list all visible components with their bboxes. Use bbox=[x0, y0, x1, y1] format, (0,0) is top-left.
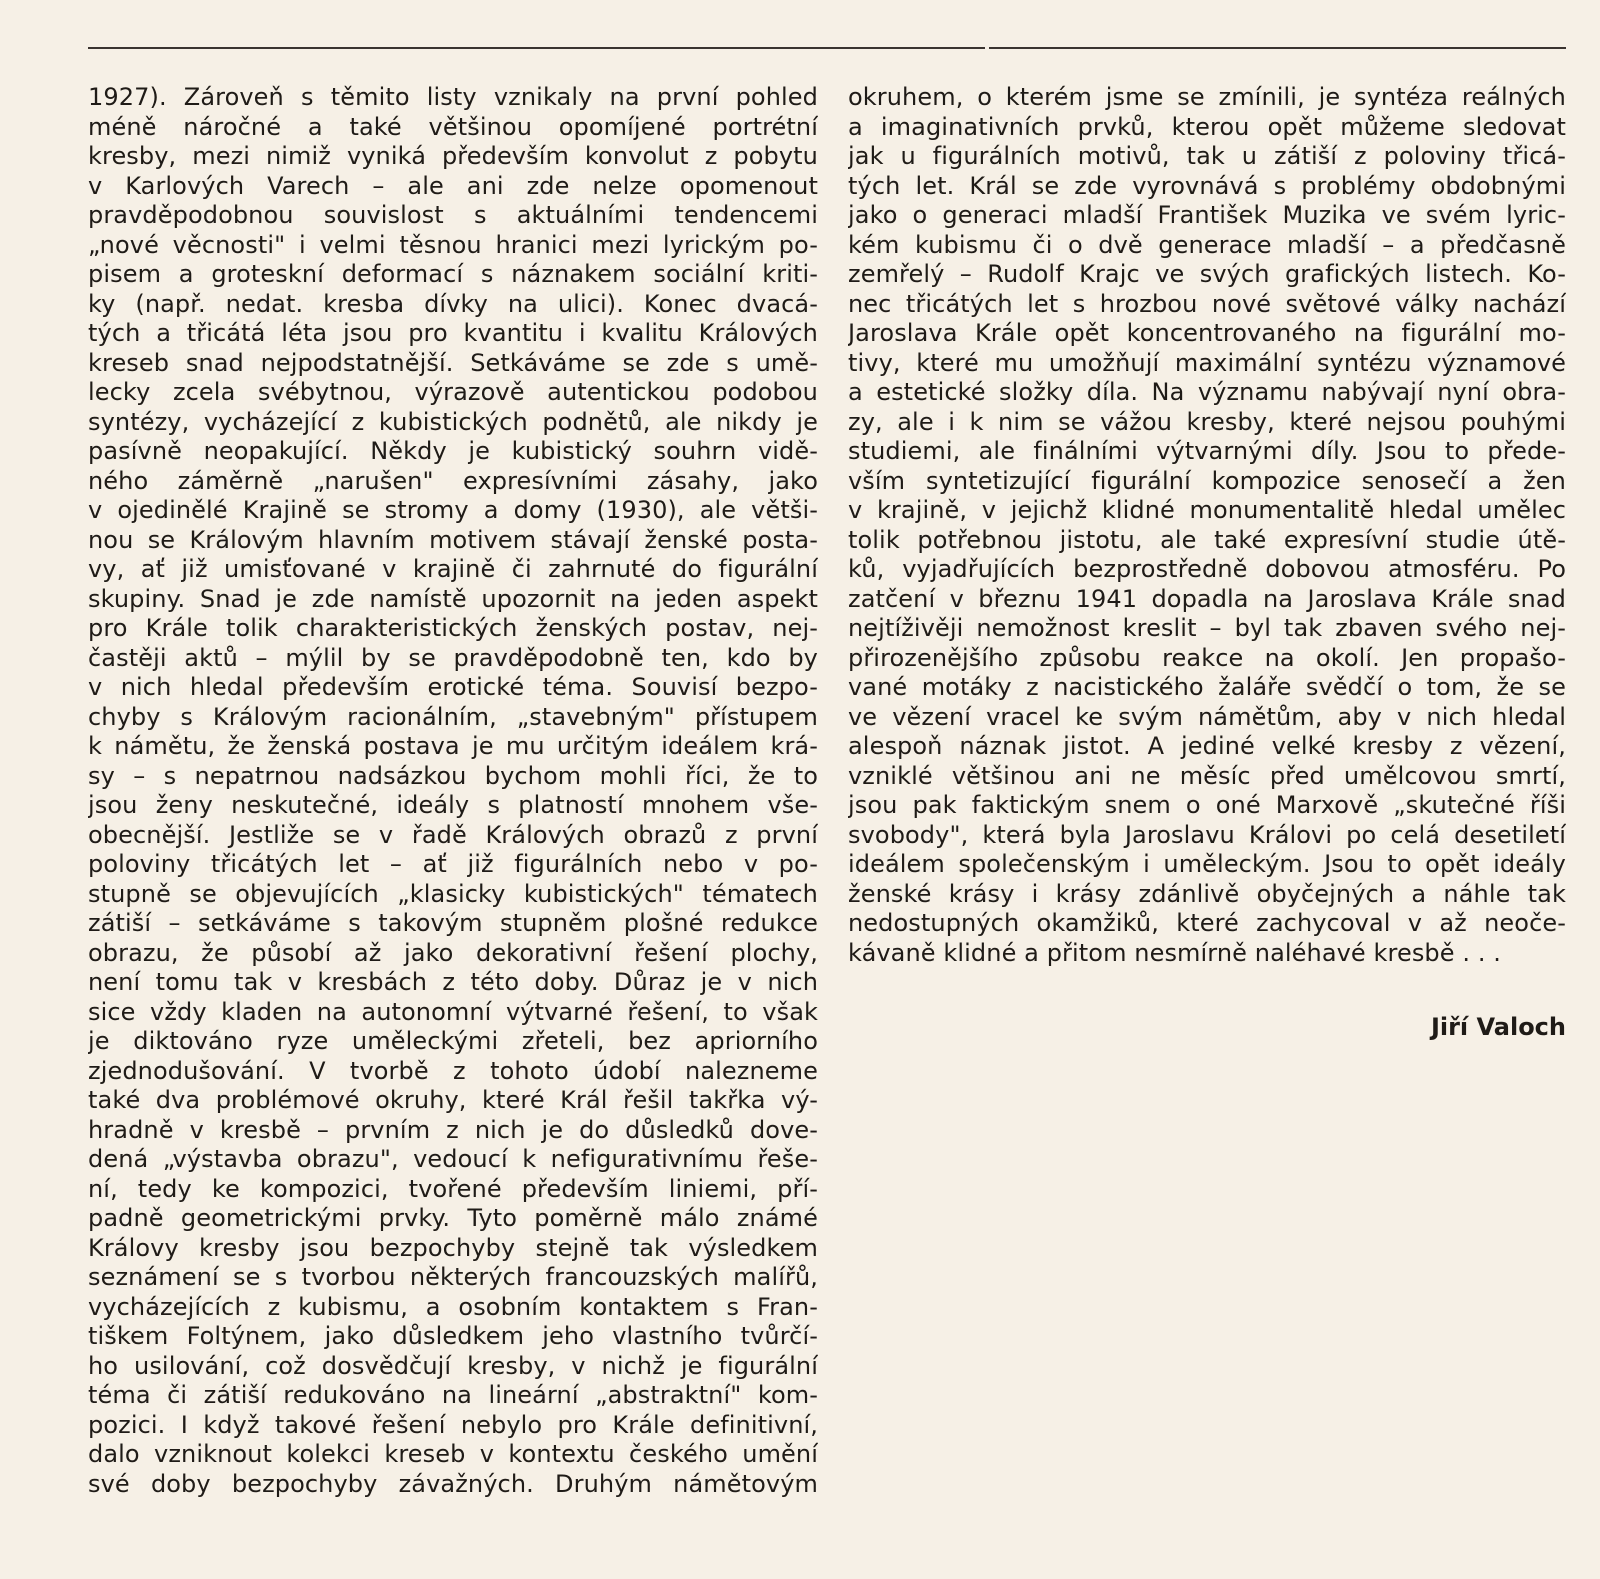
top-rule-right bbox=[989, 47, 1566, 49]
text-line: jako o generaci mladší František Muzika ve svém lyric- bbox=[848, 201, 1566, 229]
text-line: dalo vzniknout kolekci kreseb v kontextu českého umění bbox=[88, 1440, 818, 1468]
text-line: alespoň náznak jistot. A jediné velké kresby z vězení, bbox=[848, 732, 1566, 760]
text-line: zemřelý – Rudolf Krajc ve svých grafických listech. Ko- bbox=[848, 260, 1566, 288]
text-line: pro Krále tolik charakteristických ženských postav, nej- bbox=[88, 614, 818, 642]
text-line: studiemi, ale finálními výtvarnými díly. Jsou to přede- bbox=[848, 437, 1566, 465]
text-line: kém kubismu či o dvě generace mladší – a předčasně bbox=[848, 230, 1566, 259]
text-line: ky (např. nedat. kresba dívky na ulici). Konec dvacá- bbox=[88, 289, 818, 318]
text-line: tých let. Král se zde vyrovnává s problémy obdobnými bbox=[848, 171, 1566, 200]
text-line: jak u figurálních motivů, tak u zátiší z poloviny třicá- bbox=[848, 142, 1566, 170]
text-line: ků, vyjadřujících bezprostředně dobovou atmosféru. Po bbox=[848, 555, 1566, 583]
text-line: vším syntetizující figurální kompozice senosečí a žen bbox=[848, 466, 1566, 495]
top-rule-left bbox=[88, 47, 985, 49]
text-line: tivy, které mu umožňují maximální syntézu významové bbox=[848, 348, 1566, 377]
text-line: sice vždy kladen na autonomní výtvarné řešení, to však bbox=[88, 997, 818, 1026]
text-line: padně geometrickými prvky. Tyto poměrně málo známé bbox=[88, 1204, 818, 1232]
text-line: tých a třicátá léta jsou pro kvantitu i kvalitu Králových bbox=[88, 319, 818, 347]
text-line: ného záměrně „narušen" expresívními zásahy, jako bbox=[88, 466, 818, 495]
text-line: dená „výstavba obrazu", vedoucí k nefigurativnímu řeše- bbox=[88, 1145, 818, 1173]
text-line: nejtíživěji nemožnost kreslit – byl tak zbaven svého nej- bbox=[848, 614, 1566, 642]
text-line: méně náročné a také většinou opomíjené portrétní bbox=[88, 112, 818, 141]
text-line: v nich hledal především erotické téma. Souvisí bezpo- bbox=[88, 673, 818, 701]
text-line: ideálem společenským i uměleckým. Jsou to opět ideály bbox=[848, 850, 1566, 878]
text-line: vycházejících z kubismu, a osobním kontaktem s Fran- bbox=[88, 1292, 818, 1321]
text-line: hradně v kresbě – prvním z nich je do důsledků dove- bbox=[88, 1115, 818, 1144]
text-line: v krajině, v jejichž klidné monumentalitě hledal umělec bbox=[848, 496, 1566, 524]
text-line: poloviny třicátých let – ať již figurálních nebo v po- bbox=[88, 850, 818, 878]
text-line: skupiny. Snad je zde namístě upozornit na jeden aspekt bbox=[88, 584, 818, 613]
text-line: své doby bezpochyby závažných. Druhým námětovým bbox=[88, 1469, 818, 1498]
text-line: ženské krásy i krásy zdánlivě obyčejných a náhle tak bbox=[848, 879, 1566, 908]
text-line: Jaroslava Krále opět koncentrovaného na figurální mo- bbox=[848, 319, 1566, 347]
text-line: kreseb snad nejpodstatnější. Setkáváme se zde s umě- bbox=[88, 348, 818, 377]
text-line: zátiší – setkáváme s takovým stupněm plošné redukce bbox=[88, 909, 818, 937]
text-line: okruhem, o kterém jsme se zmínili, je syntéza reálných bbox=[848, 83, 1566, 111]
text-line: není tomu tak v kresbách z této doby. Důraz je v nich bbox=[88, 968, 818, 996]
text-line: sy – s nepatrnou nadsázkou bychom mohli říci, že to bbox=[88, 761, 818, 790]
text-line: ní, tedy ke kompozici, tvořené především liniemi, pří- bbox=[88, 1174, 818, 1203]
text-line: a estetické složky díla. Na významu nabývají nyní obra- bbox=[848, 378, 1566, 406]
text-line: seznámení se s tvorbou některých francouzských malířů, bbox=[88, 1263, 818, 1291]
text-line: přirozenějšího způsobu reakce na okolí. Jen propašo- bbox=[848, 643, 1566, 672]
text-line: pozici. I když takové řešení nebylo pro Krále definitivní, bbox=[88, 1410, 818, 1439]
text-line: také dva problémové okruhy, které Král řešil takřka vý- bbox=[88, 1086, 818, 1114]
text-line: syntézy, vycházející z kubistických podnětů, ale nikdy je bbox=[88, 407, 818, 436]
text-line: nou se Královým hlavním motivem stávají ženské posta- bbox=[88, 525, 818, 554]
text-line: v Karlových Varech – ale ani zde nelze opomenout bbox=[88, 171, 818, 200]
text-line: svobody", která byla Jaroslavu Královi po celá desetiletí bbox=[848, 820, 1566, 849]
text-line: pasívně neopakující. Někdy je kubistický souhrn vidě- bbox=[88, 437, 818, 465]
text-line: je diktováno ryze uměleckými zřeteli, bez apriorního bbox=[88, 1027, 818, 1055]
text-line: Královy kresby jsou bezpochyby stejně tak výsledkem bbox=[88, 1233, 818, 1262]
text-line: ho usilování, což dosvědčují kresby, v nichž je figurální bbox=[88, 1351, 818, 1380]
text-line: jsou ženy neskutečné, ideály s platností mnohem vše- bbox=[88, 791, 818, 819]
text-line: stupně se objevujících „klasicky kubistických" tématech bbox=[88, 879, 818, 908]
text-line: a imaginativních prvků, kterou opět můžeme sledovat bbox=[848, 112, 1566, 141]
text-line: zjednodušování. V tvorbě z tohoto údobí nalezneme bbox=[88, 1056, 818, 1085]
text-line: nec třicátých let s hrozbou nové světové války nachází bbox=[848, 289, 1566, 318]
text-line: pisem a groteskní deformací s náznakem sociální kriti- bbox=[88, 260, 818, 288]
text-line: 1927). Zároveň s těmito listy vznikaly na první pohled bbox=[88, 83, 818, 111]
text-line: kávaně klidné a přitom nesmírně naléhavé kresbě . . . bbox=[848, 938, 1502, 967]
article-column-right bbox=[848, 83, 1566, 968]
text-line: vané motáky z nacistického žaláře svědčí o tom, že se bbox=[848, 673, 1566, 701]
text-line: nedostupných okamžiků, které zachycoval v až neoče- bbox=[848, 909, 1566, 937]
text-line: vy, ať již umisťované v krajině či zahrnuté do figurální bbox=[88, 555, 818, 583]
text-line: lecky zcela svébytnou, výrazově autentickou podobou bbox=[88, 378, 818, 406]
text-line: zatčení v březnu 1941 dopadla na Jaroslava Krále snad bbox=[848, 584, 1566, 613]
text-line: obrazu, že působí až jako dekorativní řešení plochy, bbox=[88, 938, 818, 967]
text-line: kresby, mezi nimiž vyniká především konvolut z pobytu bbox=[88, 142, 818, 170]
text-line: jsou pak faktickým snem o oné Marxově „skutečné říši bbox=[848, 791, 1566, 819]
text-line: chyby s Královým racionálním, „stavebným" přístupem bbox=[88, 702, 818, 731]
article-column-left bbox=[88, 83, 818, 1499]
text-line: obecnější. Jestliže se v řadě Králových obrazů z první bbox=[88, 820, 818, 849]
text-line: téma či zátiší redukováno na lineární „abstraktní" kom- bbox=[88, 1381, 818, 1409]
text-line: tolik potřebnou jistotu, ale také expresívní studie útě- bbox=[848, 525, 1566, 554]
text-line: k námětu, že ženská postava je mu určitým ideálem krá- bbox=[88, 732, 818, 760]
text-line: tiškem Foltýnem, jako důsledkem jeho vlastního tvůrčí- bbox=[88, 1322, 818, 1350]
text-line: vzniklé většinou ani ne měsíc před umělcovou smrtí, bbox=[848, 761, 1566, 790]
text-line: pravděpodobnou souvislost s aktuálními tendencemi bbox=[88, 201, 818, 229]
text-line: zy, ale i k nim se vážou kresby, které nejsou pouhými bbox=[848, 407, 1566, 436]
text-line: „nové věcnosti" i velmi těsnou hranici mezi lyrickým po- bbox=[88, 230, 818, 259]
text-line: ve vězení vracel ke svým námětům, aby v nich hledal bbox=[848, 702, 1566, 731]
text-line: častěji aktů – mýlil by se pravděpodobně ten, kdo by bbox=[88, 643, 818, 672]
author-signature: Jiří Valoch bbox=[1430, 1013, 1566, 1041]
text-line: v ojedinělé Krajině se stromy a domy (1930), ale větši- bbox=[88, 496, 818, 524]
